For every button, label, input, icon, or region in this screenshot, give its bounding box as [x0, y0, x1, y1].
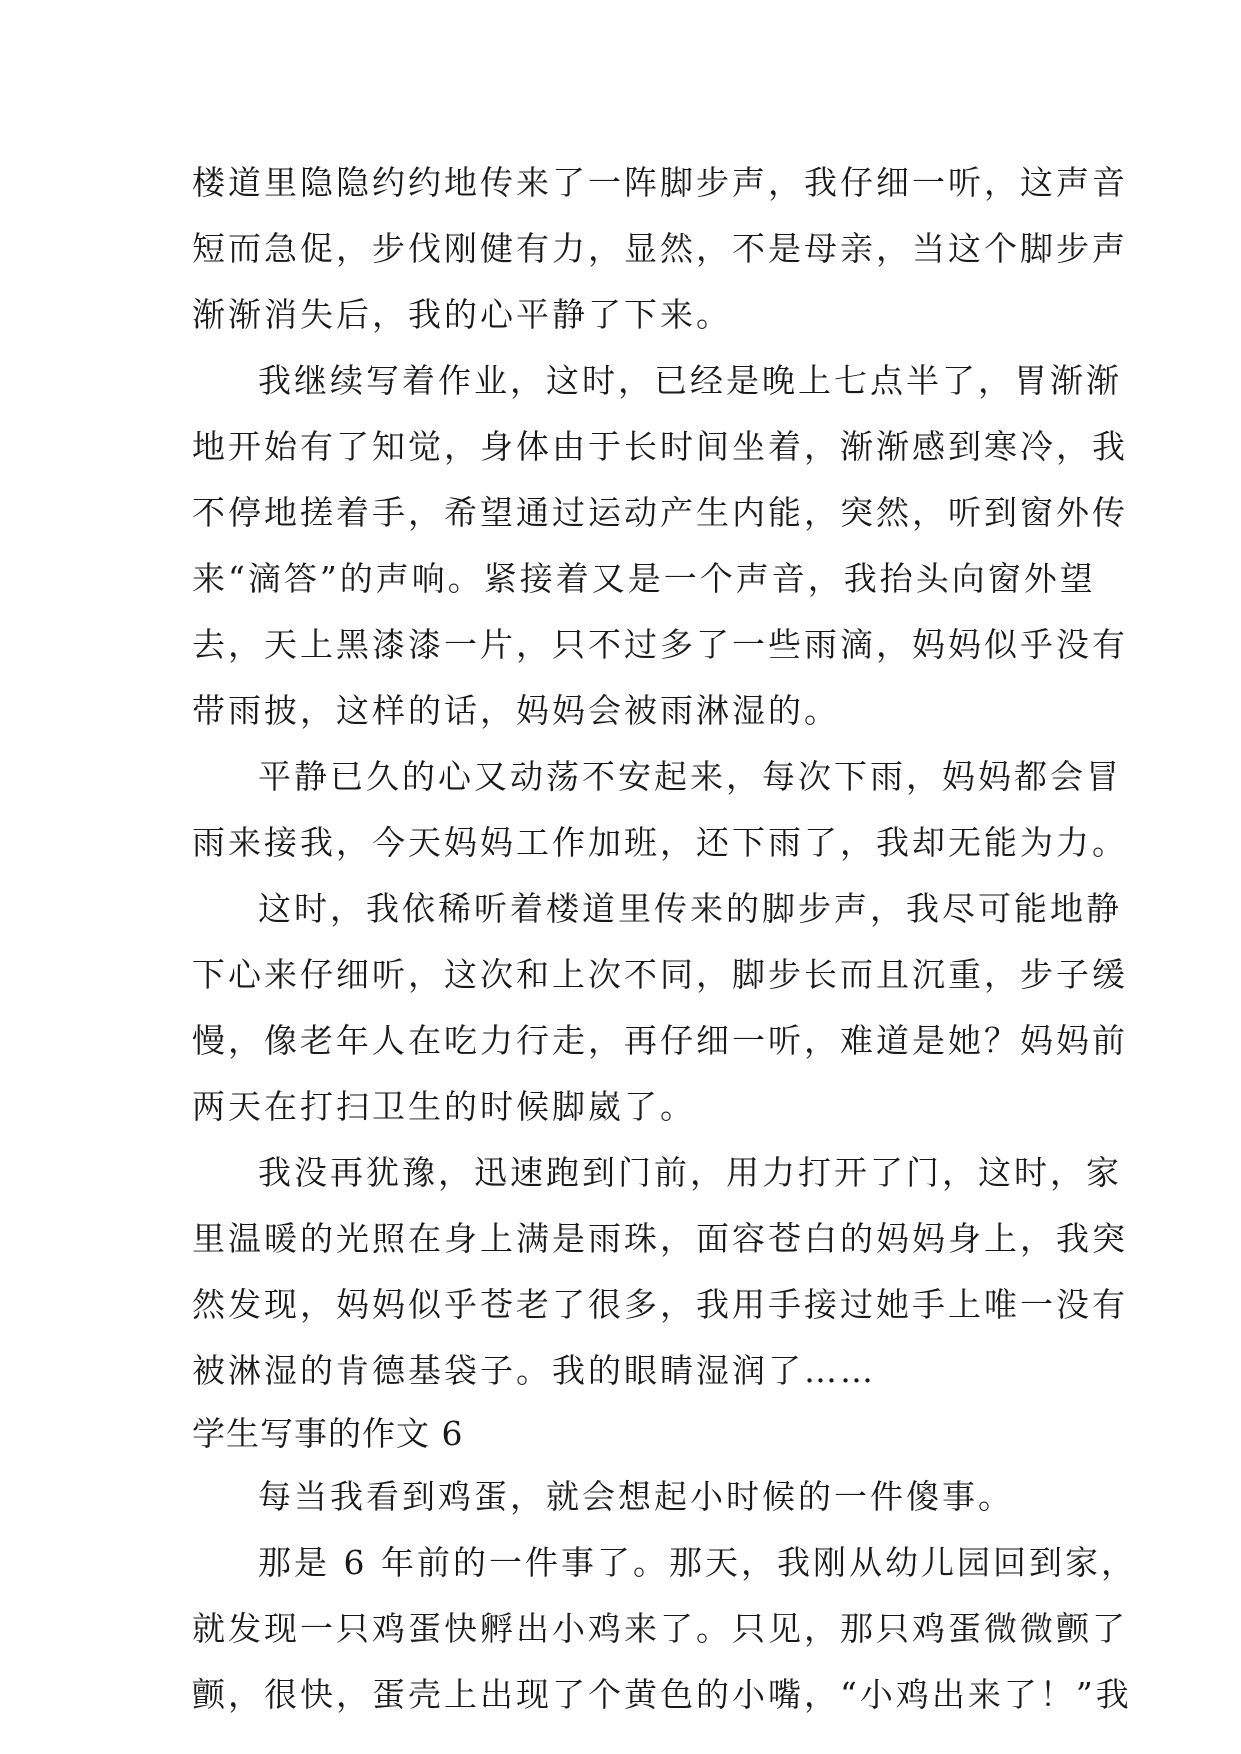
text-line: 这时，我依稀听着楼道里传来的脚步声，我尽可能地静	[258, 889, 1122, 928]
text-line: 我继续写着作业，这时，已经是晚上七点半了，胃渐渐	[258, 361, 1122, 400]
section-title: 学生写事的作文 6	[192, 1414, 464, 1453]
document-body	[192, 150, 1137, 1728]
text-line: 然发现，妈妈似乎苍老了很多，我用手接过她手上唯一没有	[192, 1285, 1128, 1324]
paragraph	[192, 1140, 1128, 1404]
text-line: 雨来接我，今天妈妈工作加班，还下雨了，我却无能为力。	[192, 823, 1128, 862]
text-line: 那是 6 年前的一件事了。那天，我刚从幼儿园回到家，	[258, 1543, 1137, 1582]
text-line: 楼道里隐隐约约地传来了一阵脚步声，我仔细一听，这声音	[192, 163, 1128, 202]
text-line: 里温暖的光照在身上满是雨珠，面容苍白的妈妈身上，我突	[192, 1219, 1128, 1258]
text-line: 平静已久的心又动荡不安起来，每次下雨，妈妈都会冒	[258, 757, 1122, 796]
paragraph	[192, 876, 1128, 1140]
text-line: 带雨披，这样的话，妈妈会被雨淋湿的。	[192, 691, 840, 730]
text-line: 来“滴答”的声响。紧接着又是一个声音，我抬头向窗外望	[192, 559, 1096, 598]
paragraph	[192, 744, 1128, 876]
text-line: 慢，像老年人在吃力行走，再仔细一听，难道是她？妈妈前	[192, 1021, 1128, 1060]
text-line: 两天在打扫卫生的时候脚崴了。	[192, 1087, 696, 1126]
text-line: 渐渐消失后，我的心平静了下来。	[192, 295, 732, 334]
text-line: 我没再犹豫，迅速跑到门前，用力打开了门，这时，家	[258, 1153, 1122, 1192]
text-line: 下心来仔细听，这次和上次不同，脚步长而且沉重，步子缓	[192, 955, 1128, 994]
text-line: 就发现一只鸡蛋快孵出小鸡来了。只见，那只鸡蛋微微颤了	[192, 1609, 1128, 1648]
text-line: 被淋湿的肯德基袋子。我的眼睛湿润了……	[192, 1351, 876, 1390]
text-line: 地开始有了知觉，身体由于长时间坐着，渐渐感到寒冷，我	[192, 427, 1128, 466]
text-line: 不停地搓着手，希望通过运动产生内能，突然，听到窗外传	[192, 493, 1128, 532]
text-line: 去，天上黑漆漆一片，只不过多了一些雨滴，妈妈似乎没有	[192, 625, 1128, 664]
paragraph	[192, 1464, 1052, 1530]
text-line: 颤，很快，蛋壳上出现了个黄色的小嘴，“小鸡出来了！”我	[192, 1675, 1132, 1714]
paragraph	[192, 1530, 1137, 1728]
paragraph	[192, 150, 1128, 348]
text-line: 短而急促，步伐刚健有力，显然，不是母亲，当这个脚步声	[192, 229, 1128, 268]
paragraph	[192, 348, 1128, 744]
text-line: 每当我看到鸡蛋，就会想起小时候的一件傻事。	[258, 1477, 1014, 1516]
